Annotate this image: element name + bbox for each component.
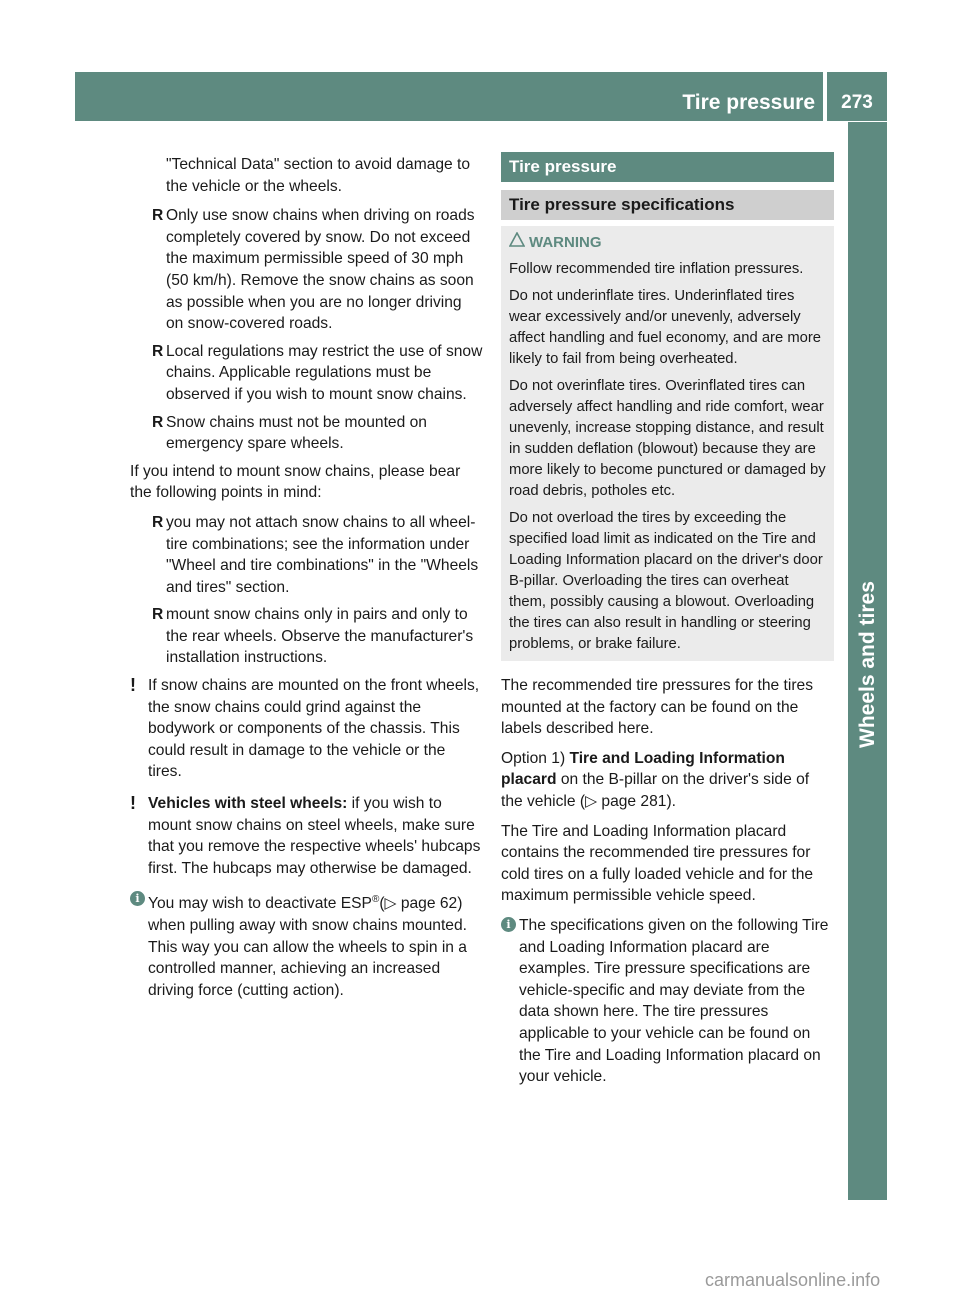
exclamation-icon: ! xyxy=(130,675,136,696)
body-paragraph: The recommended tire pressures for the tires mounted at the factory can be found on the labels described here. xyxy=(501,677,814,738)
warning-paragraph: Do not overload the tires by exceeding the specified load limit as indicated on the Tire and Loading Information placard on the driver's door B-pillar. Overloading the tires can overheat them, possibly causing a blowout. Overloading the tires can also result in handling or steering problems, or brake failure. xyxy=(509,510,823,652)
list-item: R Snow chains must not be mounted on emergency spare wheels. xyxy=(152,413,427,453)
info-icon: i xyxy=(501,917,516,932)
warning-paragraph: Follow recommended tire inflation pressures. xyxy=(509,261,804,277)
list-item: R you may not attach snow chains to all wheel-tire combinations; see the information under "Wheel and tire combinations" in the "Wheels and tires" section. xyxy=(152,513,479,596)
page-header xyxy=(75,72,887,121)
intro-paragraph: If you intend to mount snow chains, please bear the following points in mind: xyxy=(130,462,461,502)
chapter-side-tab-label: Wheels and tires xyxy=(856,581,879,749)
caution-note: ! If snow chains are mounted on the front wheels, the snow chains could grind against the bodywork or components of the chassis. This could result in damage to the vehicle or the tires. xyxy=(130,675,480,781)
warning-triangle-icon xyxy=(509,232,525,247)
bullet-icon: R xyxy=(152,513,164,531)
page-title: Tire pressure xyxy=(682,91,815,114)
footer-watermark: carmanualsonline.info xyxy=(705,1270,881,1290)
warning-paragraph: Do not underinflate tires. Underinflated tires wear excessively and/or unevenly, adversely affect handling and fuel economy, and are more likely to fail from being overheated. xyxy=(509,288,822,367)
info-note: i You may wish to deactivate ESP®(▷ page 62) when pulling away with snow chains mounted. This way you can allow the wheels to spin in a controlled manner, achieving an increased driving force (cutting action). xyxy=(130,889,483,1001)
body-paragraph: The Tire and Loading Information placard contains the recommended tire pressures for cold tires on a fully loaded vehicle and for the maximum permissible vehicle speed. xyxy=(501,822,814,905)
continued-paragraph: "Technical Data" section to avoid damage to the vehicle or the wheels. xyxy=(166,156,471,195)
info-note: i The specifications given on the following Tire and Loading Information placard are examples. Tire pressure specifications are vehicle-specific and may deviate from the data shown here. The tire pressures applicable to your vehicle can be found on the Tire and Loading Information placard on your vehicle. xyxy=(501,915,834,1088)
right-column xyxy=(501,152,834,1098)
section-heading: Tire pressure xyxy=(501,152,834,182)
bullet-icon: R xyxy=(152,207,164,225)
body-paragraph: Option 1) Tire and Loading Information placard on the B-pillar on the driver's side of the vehicle (▷ page 281). xyxy=(501,749,810,810)
warning-box xyxy=(501,226,834,661)
list-item: R Local regulations may restrict the use of snow chains. Applicable regulations must be observed if you wish to mount snow chains. xyxy=(152,342,483,403)
subsection-heading: Tire pressure specifications xyxy=(501,190,834,220)
list-item: R mount snow chains only in pairs and only to the rear wheels. Observe the manufacturer's installation instructions. xyxy=(152,606,474,667)
info-icon: i xyxy=(130,891,145,906)
page-number: 273 xyxy=(841,92,873,113)
bullet-icon: R xyxy=(152,413,164,431)
list-item: R Only use snow chains when driving on roads completely covered by snow. Do not exceed the maximum permissible speed of 30 mph (50 km/h). Remove the snow chains as soon as possible when you are no longer driving on snow-covered roads. xyxy=(152,207,475,333)
bullet-icon: R xyxy=(152,606,164,624)
warning-title: WARNING xyxy=(509,232,826,253)
warning-paragraph: Do not overinflate tires. Overinflated tires can adversely affect handling and ride comfort, wear unevenly, increase stopping distance, and result in sudden deflation (blowout) because they are more likely to become punctured or damaged by road debris, potholes etc. xyxy=(509,378,826,499)
exclamation-icon: ! xyxy=(130,793,136,814)
bullet-icon: R xyxy=(152,342,164,360)
caution-note: ! Vehicles with steel wheels: if you wish to mount snow chains on steel wheels, make sure that you remove the respective wheels' hubcaps first. The hubcaps may otherwise be damaged. xyxy=(130,793,481,877)
left-column xyxy=(130,154,483,1012)
